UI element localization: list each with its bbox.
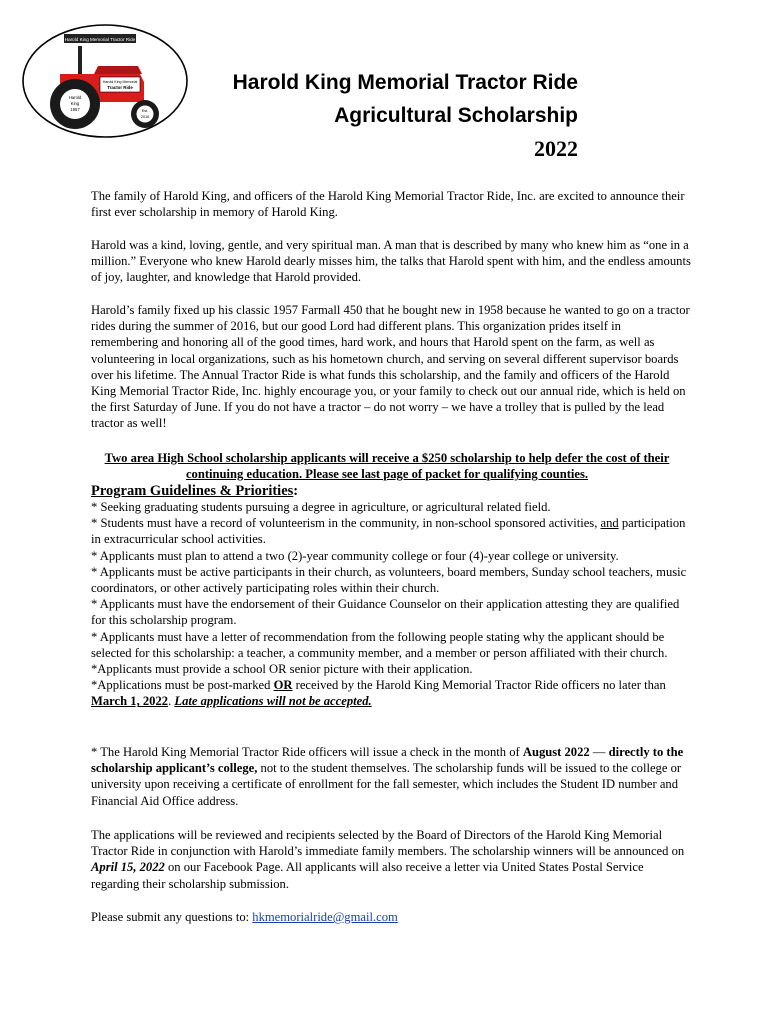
check-dash: — bbox=[589, 745, 609, 759]
about-paragraph: Harold was a kind, loving, gentle, and very spiritual man. A man that is described by many who knew him as “one in a million.” Everyone who knew Harold dearly misses him, the talks that Harold spent with him, and the endless amounts of joy, laughter, and knowledge that Harold provided. bbox=[91, 238, 691, 285]
tractor-exhaust bbox=[78, 46, 82, 74]
guidelines-heading-text: Program Guidelines & Priorities bbox=[91, 483, 294, 499]
contact-label: Please submit any questions to: bbox=[91, 910, 253, 924]
contact-paragraph bbox=[91, 909, 691, 925]
check-college: directly to the scholarship applicant’s college, bbox=[91, 745, 684, 776]
check-month: August 2022 bbox=[522, 745, 590, 759]
guideline-item: * Applicants must plan to attend a two (2)-year community college or four (4)-year college or university. bbox=[91, 548, 619, 563]
guideline-item: *Applicants must provide a school OR senior picture with their application. bbox=[91, 662, 473, 677]
guideline-item: * Applicants must have a letter of recommendation from the following people stating why the applicant should be selected for this scholarship: a teacher, a community member, and a member or person affiliated with their church. bbox=[91, 629, 668, 660]
guideline-item-text: received by the Harold King Memorial Tractor Ride officers no later than bbox=[292, 678, 666, 693]
check-text: not to the student themselves. The scholarship funds will be issued to the college or university upon receiving a certificate of enrollment for the fall semester, which includes the Student ID number and Financial Aid Office address. bbox=[91, 761, 682, 808]
guideline-item-text: *Applications must be post-marked bbox=[91, 678, 274, 693]
logo-est-line2: 2016 bbox=[140, 115, 150, 119]
guideline-item-text: participation in extracurricular school activities. bbox=[91, 516, 686, 547]
logo-wheel-line2: King bbox=[70, 101, 80, 106]
late-applications-note: Late applications will not be accepted. bbox=[174, 694, 372, 709]
guidelines-heading bbox=[91, 482, 691, 500]
guidelines-heading-colon: : bbox=[293, 483, 299, 499]
guideline-item-text: . bbox=[168, 694, 175, 709]
guideline-item bbox=[91, 677, 691, 709]
intro-paragraph: The family of Harold King, and officers of the Harold King Memorial Tractor Ride, Inc. are excited to announce their first ever scholarship in memory of Harold King. bbox=[91, 189, 685, 220]
harold-king-logo bbox=[20, 22, 190, 140]
logo-est-line1: Est. bbox=[141, 109, 149, 113]
review-text: The applications will be reviewed and recipients selected by the Board of Directors of the Harold King Memorial Tractor Ride in conjunction with Harold’s immediate family members. The scholarship winners will be announced on bbox=[91, 828, 685, 859]
deadline-date: March 1, 2022 bbox=[91, 694, 169, 709]
tractor-top bbox=[94, 66, 142, 74]
title-line1: Harold King Memorial Tractor Ride bbox=[232, 71, 578, 94]
scholarship-notice: Two area High School scholarship applicants will receive a $250 scholarship to help defer the cost of their continuing education. Please see last page of packet for qualifying counties. bbox=[104, 451, 670, 482]
announcement-date: April 15, 2022 bbox=[91, 860, 165, 875]
review-text: on our Facebook Page. All applicants will also receive a letter via United States Postal Service regarding their scholarship submission. bbox=[91, 860, 644, 891]
check-paragraph bbox=[91, 744, 691, 809]
review-paragraph bbox=[91, 827, 691, 892]
guideline-item-or: OR bbox=[273, 678, 293, 693]
guideline-item-text: * Students must have a record of volunteerism in the community, in non-school sponsored activities, bbox=[91, 516, 601, 531]
history-paragraph: Harold’s family fixed up his classic 1957 Farmall 450 that he bought new in 1958 because he wanted to go on a tractor rides during the summer of 2016, but our good Lord had different plans. This organization prides itself in remembering and honoring all of the good times, hard work, and hours that Harold spent on the farm, as well as volunteering in local organizations, such as his hometown church, and serving on several different supervisor boards over his lifetime. The Annual Tractor Ride is what funds this scholarship, and the family and officers of the Harold King Memorial Tractor Ride, Inc. highly encourage you, or your family to check out our annual ride, which is held on the first Saturday of June. If you do not have a tractor – do not worry – we have a trolley that is pulled by the lead tractor as well! bbox=[91, 303, 690, 431]
guideline-item: * Seeking graduating students pursuing a degree in agriculture, or agricultural related field. bbox=[91, 500, 551, 514]
contact-email-link[interactable]: hkmemorialride@gmail.com bbox=[252, 910, 398, 924]
logo-wheel-line1: Harold bbox=[68, 95, 82, 100]
guideline-item: * Applicants must have the endorsement of their Guidance Counselor on their application attesting they are qualified for this scholarship program. bbox=[91, 597, 680, 628]
guideline-item-and: and bbox=[600, 516, 619, 531]
guideline-item bbox=[91, 515, 691, 547]
guidelines-list bbox=[91, 499, 691, 710]
logo-wheel-line3: 1957 bbox=[70, 107, 80, 112]
logo-plate-line1: Harold King Memorial bbox=[102, 80, 138, 84]
guideline-item: * Applicants must be active participants in their church, as volunteers, board members, Sunday school teachers, music coordinators, or other actively participating roles within their church. bbox=[91, 564, 687, 596]
logo-plate-line2: Tractor Ride bbox=[107, 85, 133, 90]
check-text: * The Harold King Memorial Tractor Ride officers will issue a check in the month of bbox=[91, 745, 523, 759]
logo-top-banner: Harold King Memorial Tractor Ride bbox=[64, 37, 136, 42]
title-line2: Agricultural Scholarship bbox=[334, 104, 578, 127]
title-year: 2022 bbox=[534, 136, 578, 161]
